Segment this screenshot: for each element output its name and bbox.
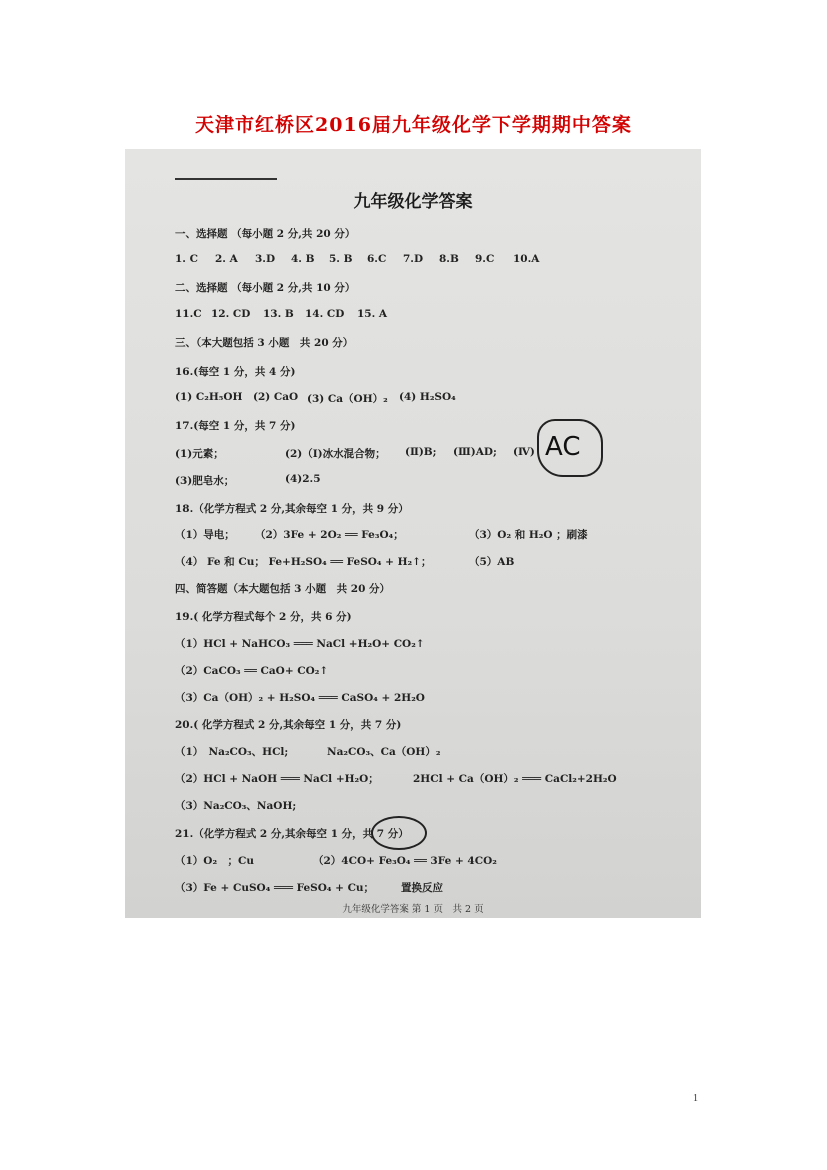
section-3-heading: 三、（本大题包括 3 小题 共 20 分） [175,337,354,349]
answer-item: （3）O₂ 和 H₂O ；刷漆 [469,529,588,541]
page-title: 天津市红桥区2016届九年级化学下学期期中答案 [195,114,632,136]
answer-item: (4)2.5 [285,473,321,485]
sheet-title: 九年级化学答案 [353,192,473,212]
answer-item: 3.D [255,253,276,265]
question-21-heading: 21.（化学方程式 2 分,其余每空 1 分，共 7 分） [175,828,409,840]
section-4-heading: 四、简答题（本大题包括 3 小题 共 20 分） [175,583,391,595]
question-20-answers-row1 [175,744,675,758]
answer-item: 1. C [175,253,198,265]
question-21-answers-row2 [175,880,595,894]
answer-item: (4) H₂SO₄ [399,391,456,403]
handwritten-answer: AC [545,432,581,462]
question-18-heading: 18.（化学方程式 2 分,其余每空 1 分，共 9 分） [175,503,409,515]
answer-item: 4. B [291,253,315,265]
answer-item: (Ⅱ)B; [405,446,437,458]
answer-item: (1) C₂H₅OH [175,391,243,403]
scanned-answer-sheet [125,149,701,918]
answer-item: (3) Ca（OH）₂ [307,393,388,405]
answer-item: 10.A [513,253,540,265]
answer-item: 7.D [403,253,424,265]
answer-item: 6.C [367,253,387,265]
sheet-footer: 九年级化学答案 第 1 页 共 2 页 [342,904,484,915]
answer-item: （4） Fe 和 Cu； Fe+H₂SO₄ ══ FeSO₄ + H₂↑； [175,556,432,568]
answer-item: （2）4CO+ Fe₃O₄ ══ 3Fe + 4CO₂ [313,855,497,867]
answer-item: 9.C [475,253,495,265]
answer-item: 14. CD [305,308,345,320]
question-20-answer-3: （3）Na₂CO₃、NaOH; [175,800,297,812]
question-20-answers-row2 [175,771,685,785]
answer-item: （1）导电； [175,529,235,541]
answer-item: 2. A [215,253,238,265]
handwritten-circle [371,816,427,850]
question-20-heading: 20.( 化学方程式 2 分,其余每空 1 分，共 7 分) [175,719,402,731]
answer-item: (Ⅳ) [513,446,535,458]
page-number: 1 [693,1093,698,1104]
question-18-answers-row1 [175,527,675,541]
answer-item: 11.C [175,308,202,320]
answer-item: 15. A [357,308,388,320]
answer-item: (3)肥皂水； [175,475,235,487]
answer-item: （1） Na₂CO₃、HCl; [175,746,289,758]
question-19-answer-2: （2）CaCO₃ ══ CaO+ CO₂↑ [175,665,329,677]
answers-1-10 [175,253,595,267]
answer-item: 置换反应 [401,882,443,894]
answer-item: 8.B [439,253,459,265]
question-19-heading: 19.( 化学方程式每个 2 分，共 6 分) [175,611,352,623]
name-underline [175,178,277,180]
question-18-answers-row2 [175,554,675,568]
question-17-answers-row2 [175,473,475,487]
answer-item: 13. B [263,308,294,320]
question-17-heading: 17.(每空 1 分，共 7 分) [175,420,296,432]
answer-item: Na₂CO₃、Ca（OH）₂ [327,746,441,758]
section-2-heading: 二、选择题 （每小题 2 分,共 10 分） [175,282,356,294]
question-16-heading: 16.(每空 1 分，共 4 分) [175,366,296,378]
answer-item: (1)元素； [175,448,224,460]
answers-11-15 [175,308,475,322]
answer-item: （2）HCl + NaOH ═══ NaCl +H₂O； [175,773,379,785]
answer-item: (2)（Ⅰ)冰水混合物； [285,448,386,460]
question-21-answers-row1 [175,853,595,867]
answer-item: （3）Fe + CuSO₄ ═══ FeSO₄ + Cu； [175,882,375,894]
answer-item: （2）3Fe + 2O₂ ══ Fe₃O₄； [255,529,404,541]
section-1-heading: 一、选择题 （每小题 2 分,共 20 分） [175,228,356,240]
answer-item: （1）O₂ ；Cu [175,855,255,867]
question-16-answers [175,391,535,405]
answer-item: 2HCl + Ca（OH）₂ ═══ CaCl₂+2H₂O [413,773,617,785]
question-19-answer-1: （1）HCl + NaHCO₃ ═══ NaCl +H₂O+ CO₂↑ [175,638,425,650]
answer-item: 12. CD [211,308,251,320]
answer-item: (Ⅲ)AD; [453,446,497,458]
question-19-answer-3: （3）Ca（OH）₂ + H₂SO₄ ═══ CaSO₄ + 2H₂O [175,692,425,704]
answer-item: (2) CaO [253,391,299,403]
answer-item: 5. B [329,253,353,265]
answer-item: （5）AB [469,556,515,568]
